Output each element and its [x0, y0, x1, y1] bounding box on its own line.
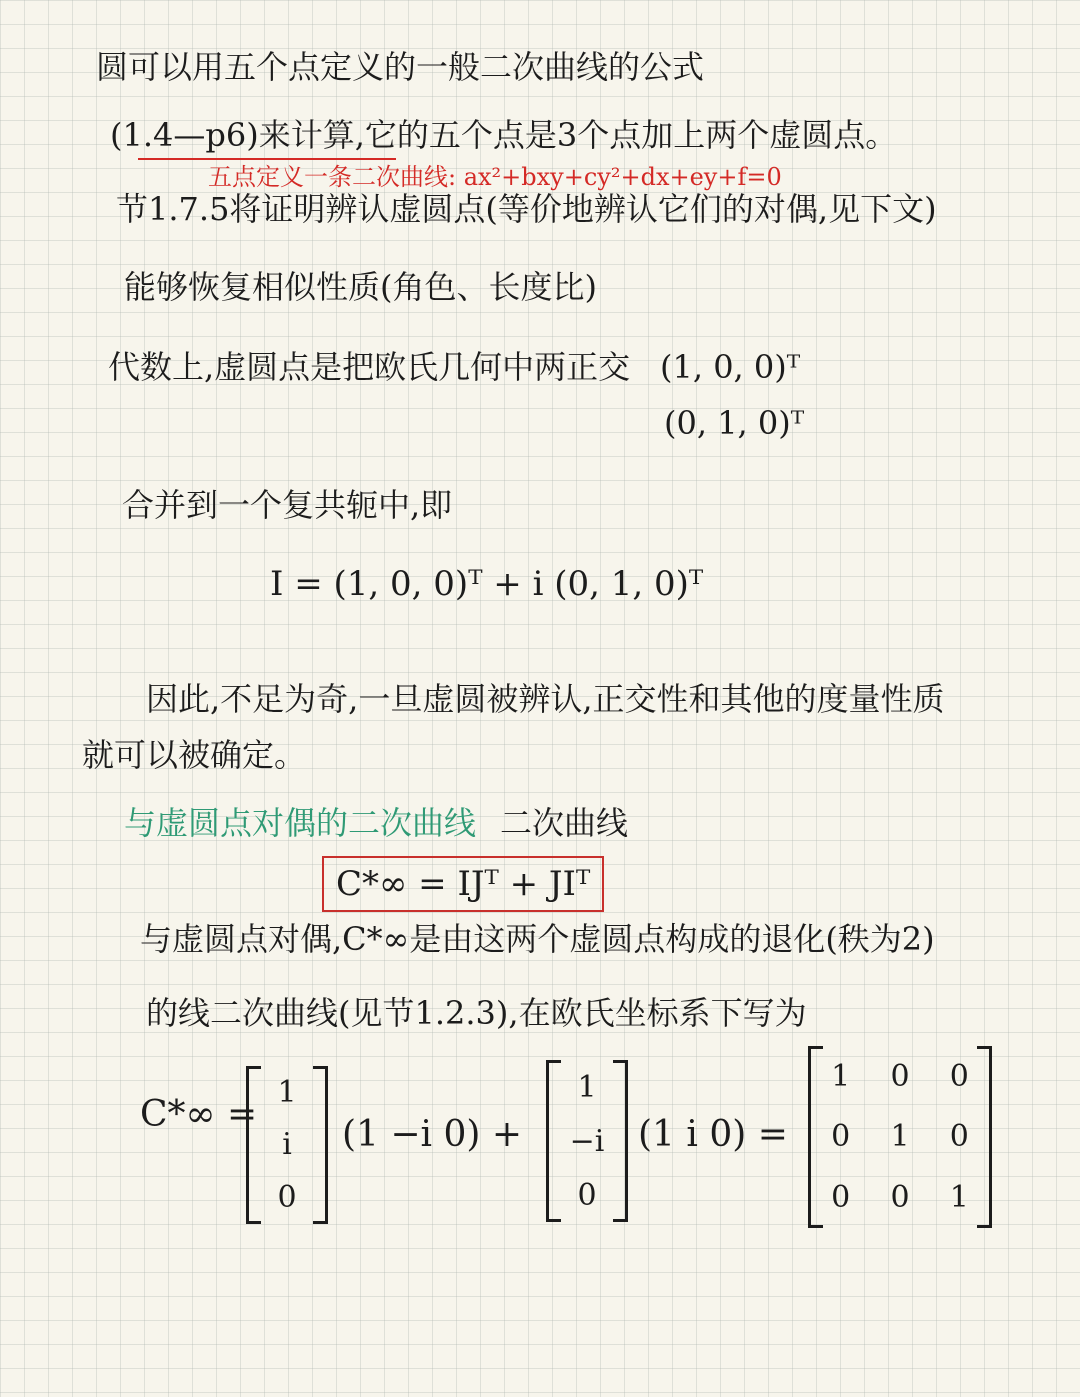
cell: 1	[577, 1069, 597, 1105]
cell: 0	[890, 1058, 910, 1094]
red-annotation: 五点定义一条二次曲线: ax²+bxy+cy²+dx+ey+f=0	[208, 163, 782, 191]
line-15: 的线二次曲线(见节1.2.3),在欧氏坐标系下写为	[146, 994, 807, 1032]
line-10: 因此,不足为奇,一旦虚圆被辨认,正交性和其他的度量性质	[146, 680, 945, 718]
row-vector-1: (1 −i 0) +	[342, 1114, 523, 1155]
identity-result-matrix	[808, 1046, 992, 1228]
red-underline	[138, 158, 396, 160]
cell: 0	[949, 1119, 969, 1155]
vector-1: (1, 0, 0)ᵀ	[660, 348, 801, 386]
formula-I: I = (1, 0, 0)ᵀ + i (0, 1, 0)ᵀ	[270, 564, 704, 604]
cell: 1	[949, 1180, 969, 1216]
cell: 1	[831, 1058, 851, 1094]
cell: i	[282, 1127, 292, 1163]
cell: 0	[277, 1180, 297, 1216]
boxed-formula: C*∞ = IJᵀ + JIᵀ	[322, 856, 604, 912]
green-heading: 与虚圆点对偶的二次曲线	[124, 804, 477, 842]
cell: 0	[949, 1058, 969, 1094]
column-vector-1	[246, 1066, 328, 1224]
vector-2: (0, 1, 0)ᵀ	[664, 404, 805, 442]
line-6: 代数上,虚圆点是把欧氏几何中两正交	[108, 348, 631, 386]
line-5: 能够恢复相似性质(角色、长度比)	[124, 268, 597, 306]
line-4: 节1.7.5将证明辨认虚圆点(等价地辨认它们的对偶,见下文)	[116, 190, 937, 228]
cell: 1	[277, 1074, 297, 1110]
cell: 0	[577, 1177, 597, 1213]
cell: 0	[890, 1180, 910, 1216]
cell: 0	[831, 1180, 851, 1216]
line-8: 合并到一个复共轭中,即	[122, 486, 453, 524]
heading-black: 二次曲线	[500, 804, 629, 842]
line-11: 就可以被确定。	[82, 736, 307, 774]
cell: 0	[831, 1119, 851, 1155]
cell: −i	[569, 1123, 605, 1159]
cell: 1	[890, 1119, 910, 1155]
equation-lhs: C*∞ =	[140, 1094, 258, 1135]
line-2: (1.4—p6)来计算,它的五个点是3个点加上两个虚圆点。	[110, 116, 898, 154]
row-vector-2: (1 i 0) =	[638, 1114, 788, 1155]
line-14: 与虚圆点对偶,C*∞是由这两个虚圆点构成的退化(秩为2)	[140, 920, 935, 958]
line-1: 圆可以用五个点定义的一般二次曲线的公式	[96, 48, 705, 86]
column-vector-2	[546, 1060, 628, 1222]
